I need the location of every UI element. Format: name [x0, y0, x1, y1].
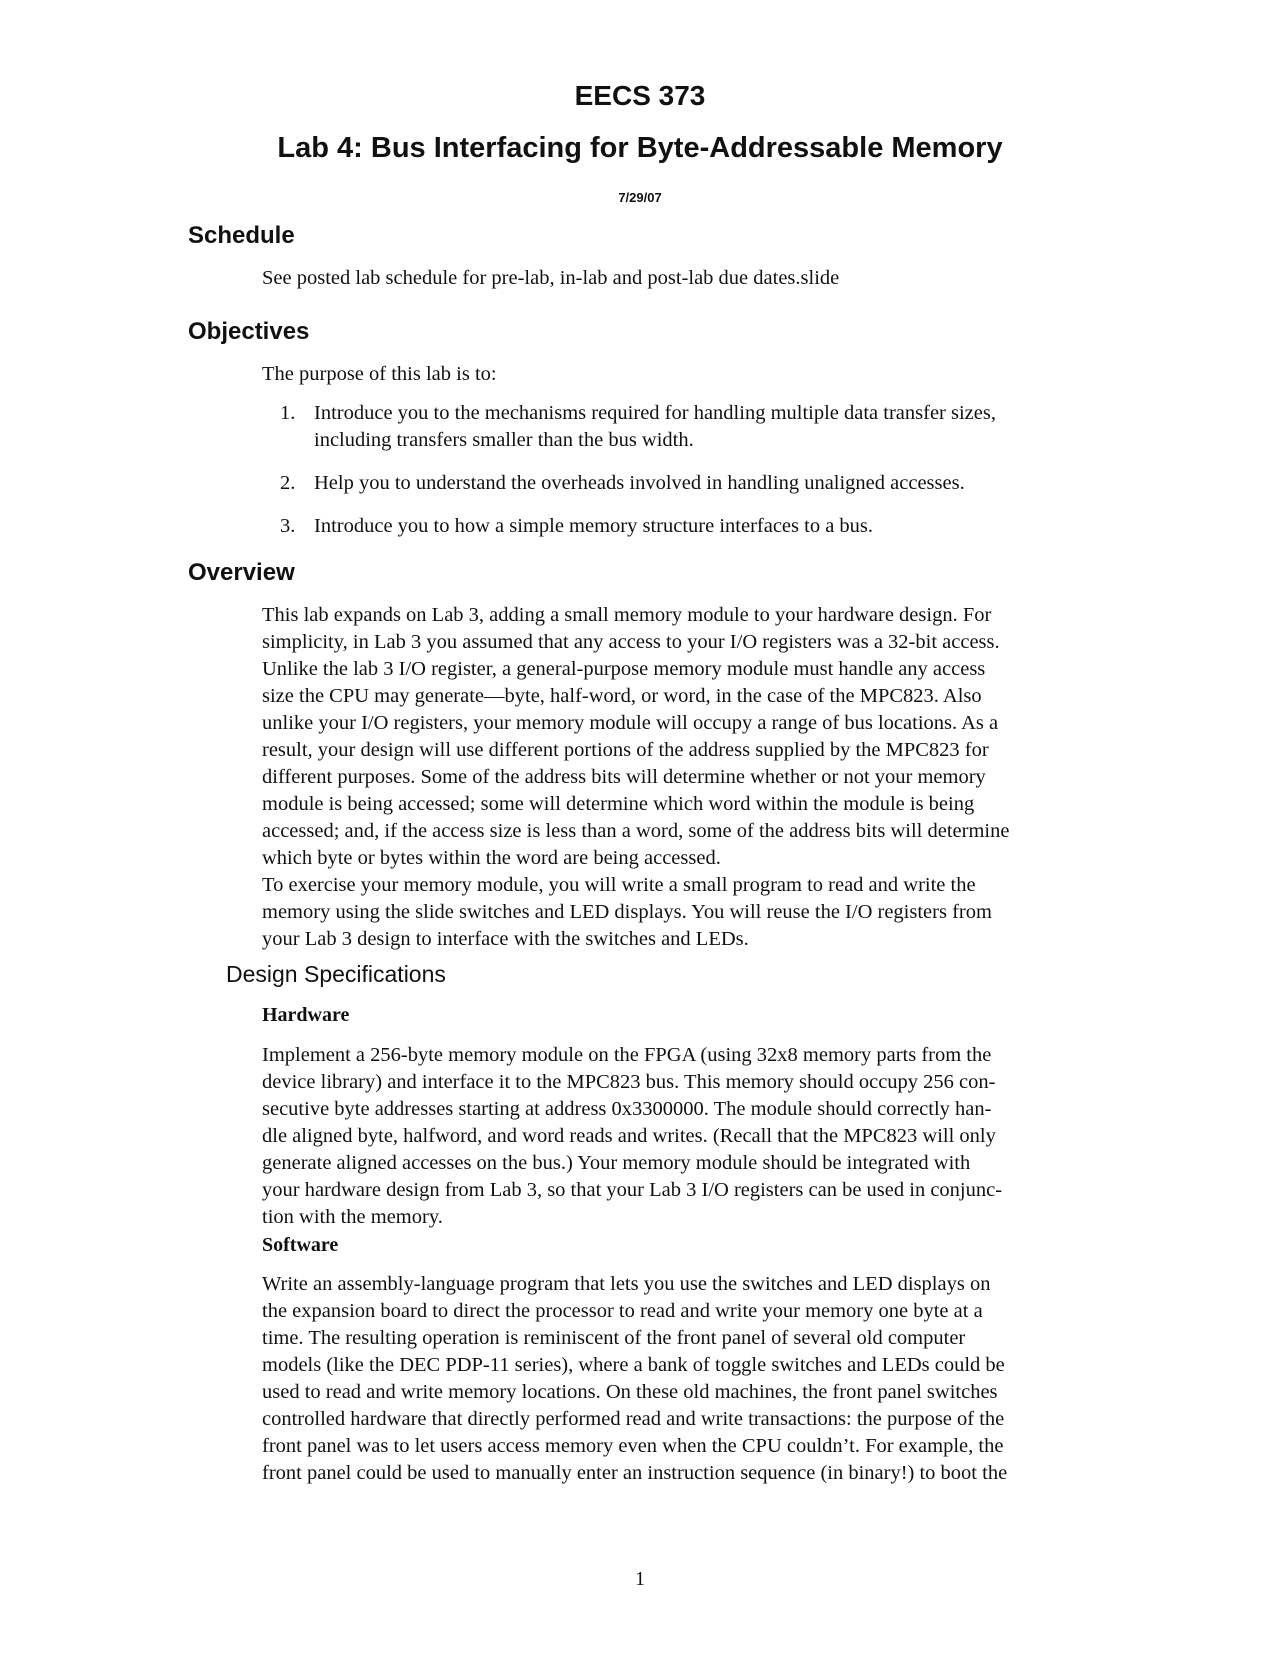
software-heading: Software — [262, 1234, 339, 1256]
objective-number: 3. — [280, 515, 296, 537]
text-line: This lab expands on Lab 3, adding a small memory module to your hardware design. For — [262, 604, 992, 626]
course-title: EECS 373 — [574, 80, 706, 111]
text-line: unlike your I/O registers, your memory module will occupy a range of bus locations. As a — [262, 712, 999, 734]
objective-line: including transfers smaller than the bus width. — [314, 429, 694, 451]
page-number: 1 — [635, 1568, 645, 1590]
design-specifications-heading: Design Specifications — [226, 961, 446, 987]
text-line: module is being accessed; some will determine which word within the module is being — [262, 793, 975, 815]
text-line: used to read and write memory locations. On these old machines, the front panel switches — [262, 1381, 998, 1403]
text-line: the expansion board to direct the processor to read and write your memory one byte at a — [262, 1300, 983, 1322]
text-line: result, your design will use different portions of the address supplied by the MPC823 for — [262, 739, 989, 761]
objective-line: Help you to understand the overheads involved in handling unaligned accesses. — [314, 472, 965, 494]
objectives-list — [262, 400, 1092, 556]
schedule-text — [262, 265, 1092, 292]
text-line: device library) and interface it to the MPC823 bus. This memory should occupy 256 con- — [262, 1071, 996, 1093]
overview-paragraph-2 — [262, 872, 1092, 953]
text-line: models (like the DEC PDP-11 series), where a bank of toggle switches and LEDs could be — [262, 1354, 1005, 1376]
objectives-intro — [262, 361, 1092, 388]
text-line: time. The resulting operation is reminiscent of the front panel of several old computer — [262, 1327, 966, 1349]
hardware-heading: Hardware — [262, 1004, 350, 1026]
text-line: front panel was to let users access memory even when the CPU couldn’t. For example, the — [262, 1435, 1004, 1457]
text-line: your Lab 3 design to interface with the switches and LEDs. — [262, 928, 749, 950]
text-line: Implement a 256-byte memory module on the FPGA (using 32x8 memory parts from the — [262, 1044, 992, 1066]
text-line: your hardware design from Lab 3, so that your Lab 3 I/O registers can be used in conjunc- — [262, 1179, 1003, 1201]
text-line: Write an assembly-language program that lets you use the switches and LED displays on — [262, 1273, 991, 1295]
text-line: secutive byte addresses starting at address 0x3300000. The module should correctly han- — [262, 1098, 992, 1120]
text-line: different purposes. Some of the address bits will determine whether or not your memory — [262, 766, 986, 788]
overview-heading: Overview — [188, 559, 295, 586]
text-line: To exercise your memory module, you will write a small program to read and write the — [262, 874, 976, 896]
objective-item-1 — [262, 400, 1092, 454]
objective-item-2 — [262, 470, 1092, 497]
objectives-intro-line: The purpose of this lab is to: — [262, 363, 497, 385]
text-line: controlled hardware that directly performed read and write transactions: the purpose of the — [262, 1408, 1005, 1430]
schedule-heading: Schedule — [188, 222, 295, 249]
text-line: dle aligned byte, halfword, and word reads and writes. (Recall that the MPC823 will only — [262, 1125, 996, 1147]
objective-line: Introduce you to how a simple memory structure interfaces to a bus. — [314, 515, 874, 537]
objectives-heading: Objectives — [188, 318, 310, 345]
text-line: accessed; and, if the access size is less than a word, some of the address bits will determine — [262, 820, 1010, 842]
text-line: generate aligned accesses on the bus.) Your memory module should be integrated with — [262, 1152, 971, 1174]
software-paragraph — [262, 1271, 1092, 1487]
lab-title: Lab 4: Bus Interfacing for Byte-Addressable Memory — [277, 132, 1003, 164]
objective-line: Introduce you to the mechanisms required for handling multiple data transfer sizes, — [314, 402, 996, 424]
text-line: which byte or bytes within the word are being accessed. — [262, 847, 721, 869]
objective-number: 1. — [280, 402, 296, 424]
text-line: size the CPU may generate—byte, half-word, or word, in the case of the MPC823. Also — [262, 685, 982, 707]
text-line: tion with the memory. — [262, 1206, 443, 1228]
text-line: Unlike the lab 3 I/O register, a general-purpose memory module must handle any access — [262, 658, 986, 680]
hardware-paragraph — [262, 1042, 1092, 1231]
objective-number: 2. — [280, 472, 296, 494]
text-line: memory using the slide switches and LED displays. You will reuse the I/O registers from — [262, 901, 992, 923]
text-line: front panel could be used to manually enter an instruction sequence (in binary!) to boot the — [262, 1462, 1008, 1484]
objective-item-3 — [262, 513, 1092, 540]
text-line: simplicity, in Lab 3 you assumed that any access to your I/O registers was a 32-bit access. — [262, 631, 1000, 653]
overview-paragraph-1 — [262, 602, 1092, 872]
lab-date: 7/29/07 — [618, 190, 662, 205]
schedule-line: See posted lab schedule for pre-lab, in-lab and post-lab due dates.slide — [262, 267, 840, 289]
